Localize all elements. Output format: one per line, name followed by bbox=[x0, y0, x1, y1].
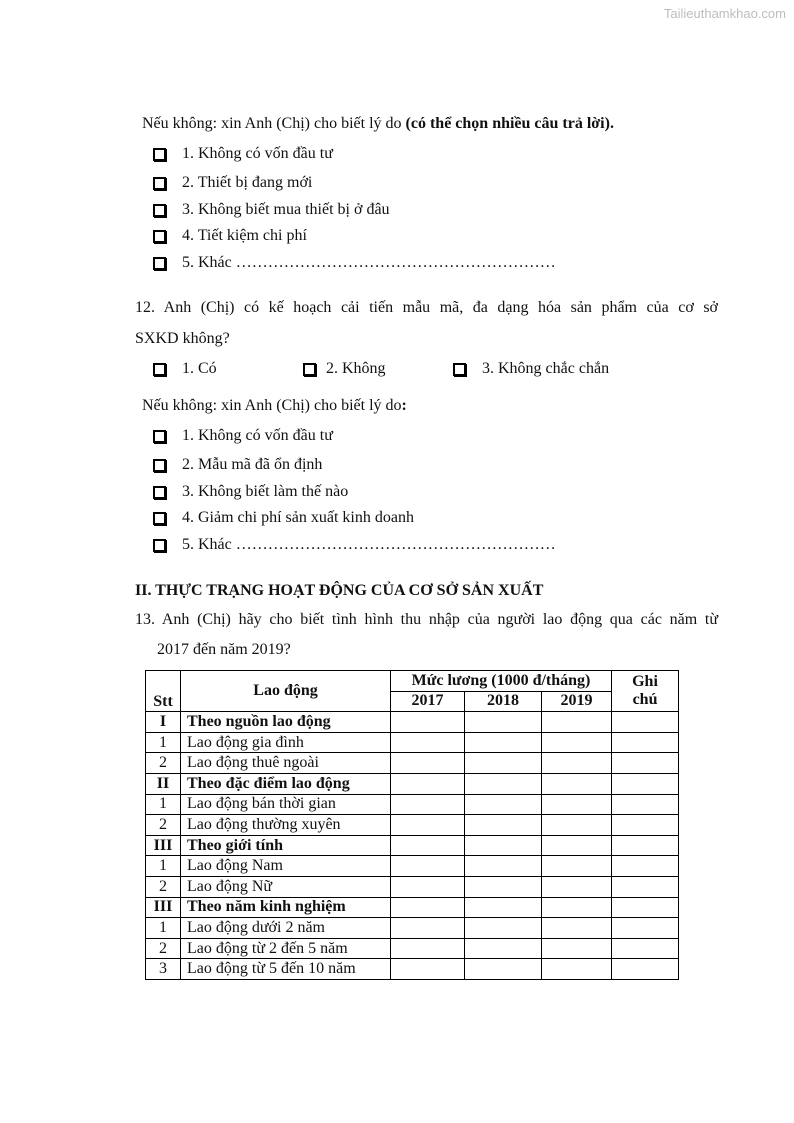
cell-2019[interactable] bbox=[542, 753, 612, 774]
header-labor: Lao động bbox=[181, 671, 391, 712]
section-heading: II. THỰC TRẠNG HOẠT ĐỘNG CỦA CƠ SỞ SẢN XUẤT bbox=[135, 582, 544, 599]
checkbox[interactable] bbox=[153, 363, 166, 376]
cell-2017[interactable] bbox=[391, 938, 465, 959]
cell-2019[interactable] bbox=[542, 938, 612, 959]
header-year-2017: 2017 bbox=[391, 691, 465, 712]
table-row bbox=[146, 794, 679, 815]
header-note: Ghi chú bbox=[612, 671, 679, 712]
q12-choice-3[interactable]: 3. Không chắc chắn bbox=[453, 360, 609, 378]
table-row bbox=[146, 876, 679, 897]
row-stt: 1 bbox=[146, 856, 181, 877]
q13-line2: 2017 đến năm 2019? bbox=[157, 641, 291, 658]
cell-2017[interactable] bbox=[391, 712, 465, 733]
cell-2017[interactable] bbox=[391, 753, 465, 774]
checkbox[interactable] bbox=[153, 486, 166, 499]
table-section-row bbox=[146, 773, 679, 794]
table-row bbox=[146, 856, 679, 877]
cell-2019[interactable] bbox=[542, 815, 612, 836]
cell-2019[interactable] bbox=[542, 773, 612, 794]
cell-2017[interactable] bbox=[391, 732, 465, 753]
cell-note[interactable] bbox=[612, 938, 679, 959]
cell-2017[interactable] bbox=[391, 773, 465, 794]
option-1-2[interactable]: 2. Thiết bị đang mới bbox=[153, 174, 312, 192]
row-label: Theo nguồn lao động bbox=[181, 712, 391, 733]
cell-note[interactable] bbox=[612, 794, 679, 815]
cell-2018[interactable] bbox=[465, 938, 542, 959]
checkbox[interactable] bbox=[153, 430, 166, 443]
row-label: Lao động dưới 2 năm bbox=[181, 918, 391, 939]
checkbox[interactable] bbox=[153, 148, 166, 161]
row-label: Lao động bán thời gian bbox=[181, 794, 391, 815]
cell-note[interactable] bbox=[612, 897, 679, 918]
cell-2018[interactable] bbox=[465, 794, 542, 815]
cell-note[interactable] bbox=[612, 835, 679, 856]
cell-2019[interactable] bbox=[542, 712, 612, 733]
checkbox[interactable] bbox=[153, 459, 166, 472]
cell-2018[interactable] bbox=[465, 959, 542, 980]
header-salary: Mức lương (1000 đ/tháng) bbox=[391, 671, 612, 692]
cell-2018[interactable] bbox=[465, 918, 542, 939]
q12-choice-1[interactable]: 1. Có bbox=[153, 360, 217, 378]
cell-note[interactable] bbox=[612, 876, 679, 897]
cell-2019[interactable] bbox=[542, 856, 612, 877]
cell-2017[interactable] bbox=[391, 835, 465, 856]
cell-2017[interactable] bbox=[391, 794, 465, 815]
q12-choice-2[interactable]: 2. Không bbox=[303, 360, 386, 378]
checkbox[interactable] bbox=[153, 512, 166, 525]
table-section-row bbox=[146, 897, 679, 918]
cell-2017[interactable] bbox=[391, 897, 465, 918]
reason-intro-1: Nếu không: xin Anh (Chị) cho biết lý do (có thể chọn nhiều câu trả lời). bbox=[142, 115, 614, 132]
row-stt: III bbox=[146, 835, 181, 856]
checkbox[interactable] bbox=[453, 363, 466, 376]
table-row bbox=[146, 753, 679, 774]
q13-line1: 13. Anh (Chị) hãy cho biết tình hình thu nhập của người lao động qua các năm từ bbox=[135, 611, 718, 628]
row-stt: 1 bbox=[146, 918, 181, 939]
row-stt: I bbox=[146, 712, 181, 733]
checkbox[interactable] bbox=[153, 230, 166, 243]
cell-note[interactable] bbox=[612, 773, 679, 794]
checkbox[interactable] bbox=[303, 363, 316, 376]
row-stt: 1 bbox=[146, 794, 181, 815]
cell-2019[interactable] bbox=[542, 959, 612, 980]
header-row-1 bbox=[146, 671, 679, 692]
header-stt: Stt bbox=[146, 671, 181, 712]
cell-2017[interactable] bbox=[391, 876, 465, 897]
cell-2018[interactable] bbox=[465, 712, 542, 733]
cell-note[interactable] bbox=[612, 959, 679, 980]
row-stt: 2 bbox=[146, 815, 181, 836]
cell-note[interactable] bbox=[612, 712, 679, 733]
cell-2019[interactable] bbox=[542, 918, 612, 939]
row-label: Lao động gia đình bbox=[181, 732, 391, 753]
cell-2017[interactable] bbox=[391, 815, 465, 836]
header-year-2018: 2018 bbox=[465, 691, 542, 712]
table-section-row bbox=[146, 712, 679, 733]
header-year-2019: 2019 bbox=[542, 691, 612, 712]
cell-note[interactable] bbox=[612, 815, 679, 836]
cell-note[interactable] bbox=[612, 753, 679, 774]
table-row bbox=[146, 938, 679, 959]
option-2-2[interactable]: 2. Mẫu mã đã ổn định bbox=[153, 456, 322, 474]
row-stt: III bbox=[146, 897, 181, 918]
row-label: Lao động Nữ bbox=[181, 876, 391, 897]
row-label: Lao động thường xuyên bbox=[181, 815, 391, 836]
row-label: Lao động Nam bbox=[181, 856, 391, 877]
cell-note[interactable] bbox=[612, 856, 679, 877]
row-stt: 3 bbox=[146, 959, 181, 980]
row-stt: II bbox=[146, 773, 181, 794]
reason-intro-2: Nếu không: xin Anh (Chị) cho biết lý do: bbox=[142, 397, 407, 414]
cell-2019[interactable] bbox=[542, 835, 612, 856]
q12-line2: SXKD không? bbox=[135, 330, 230, 347]
cell-2018[interactable] bbox=[465, 732, 542, 753]
cell-2018[interactable] bbox=[465, 856, 542, 877]
option-1-4[interactable]: 4. Tiết kiệm chi phí bbox=[153, 227, 307, 245]
option-1-5[interactable]: 5. Khác …………………………………………………… bbox=[153, 254, 556, 272]
cell-2017[interactable] bbox=[391, 918, 465, 939]
cell-2019[interactable] bbox=[542, 876, 612, 897]
cell-2017[interactable] bbox=[391, 959, 465, 980]
cell-note[interactable] bbox=[612, 918, 679, 939]
checkbox[interactable] bbox=[153, 177, 166, 190]
cell-2018[interactable] bbox=[465, 773, 542, 794]
cell-2018[interactable] bbox=[465, 815, 542, 836]
option-2-4[interactable]: 4. Giảm chi phí sản xuất kinh doanh bbox=[153, 509, 414, 527]
checkbox[interactable] bbox=[153, 257, 166, 270]
option-2-3[interactable]: 3. Không biết làm thế nào bbox=[153, 483, 348, 501]
row-stt: 2 bbox=[146, 938, 181, 959]
cell-2018[interactable] bbox=[465, 897, 542, 918]
table-section-row bbox=[146, 835, 679, 856]
row-label: Lao động từ 5 đến 10 năm bbox=[181, 959, 391, 980]
table-row bbox=[146, 732, 679, 753]
checkbox[interactable] bbox=[153, 204, 166, 217]
row-label: Lao động thuê ngoài bbox=[181, 753, 391, 774]
cell-2018[interactable] bbox=[465, 835, 542, 856]
row-stt: 2 bbox=[146, 876, 181, 897]
q12-line1: 12. Anh (Chị) có kế hoạch cải tiến mẫu mã, đa dạng hóa sản phẩm của cơ sở bbox=[135, 299, 718, 316]
cell-2018[interactable] bbox=[465, 876, 542, 897]
table-row bbox=[146, 815, 679, 836]
cell-2019[interactable] bbox=[542, 794, 612, 815]
watermark: Tailieuthamkhao.com bbox=[663, 6, 786, 21]
row-stt: 2 bbox=[146, 753, 181, 774]
cell-note[interactable] bbox=[612, 732, 679, 753]
table-row bbox=[146, 918, 679, 939]
income-table bbox=[145, 670, 679, 980]
cell-2017[interactable] bbox=[391, 856, 465, 877]
cell-2019[interactable] bbox=[542, 732, 612, 753]
cell-2018[interactable] bbox=[465, 753, 542, 774]
checkbox[interactable] bbox=[153, 539, 166, 552]
option-1-1[interactable]: 1. Không có vốn đầu tư bbox=[153, 145, 333, 163]
row-label: Theo năm kinh nghiệm bbox=[181, 897, 391, 918]
cell-2019[interactable] bbox=[542, 897, 612, 918]
row-label: Theo giới tính bbox=[181, 835, 391, 856]
row-label: Theo đặc điểm lao động bbox=[181, 773, 391, 794]
table-row bbox=[146, 959, 679, 980]
row-label: Lao động từ 2 đến 5 năm bbox=[181, 938, 391, 959]
option-2-1[interactable]: 1. Không có vốn đầu tư bbox=[153, 427, 333, 445]
row-stt: 1 bbox=[146, 732, 181, 753]
option-1-3[interactable]: 3. Không biết mua thiết bị ở đâu bbox=[153, 201, 390, 219]
option-2-5[interactable]: 5. Khác …………………………………………………… bbox=[153, 536, 556, 554]
